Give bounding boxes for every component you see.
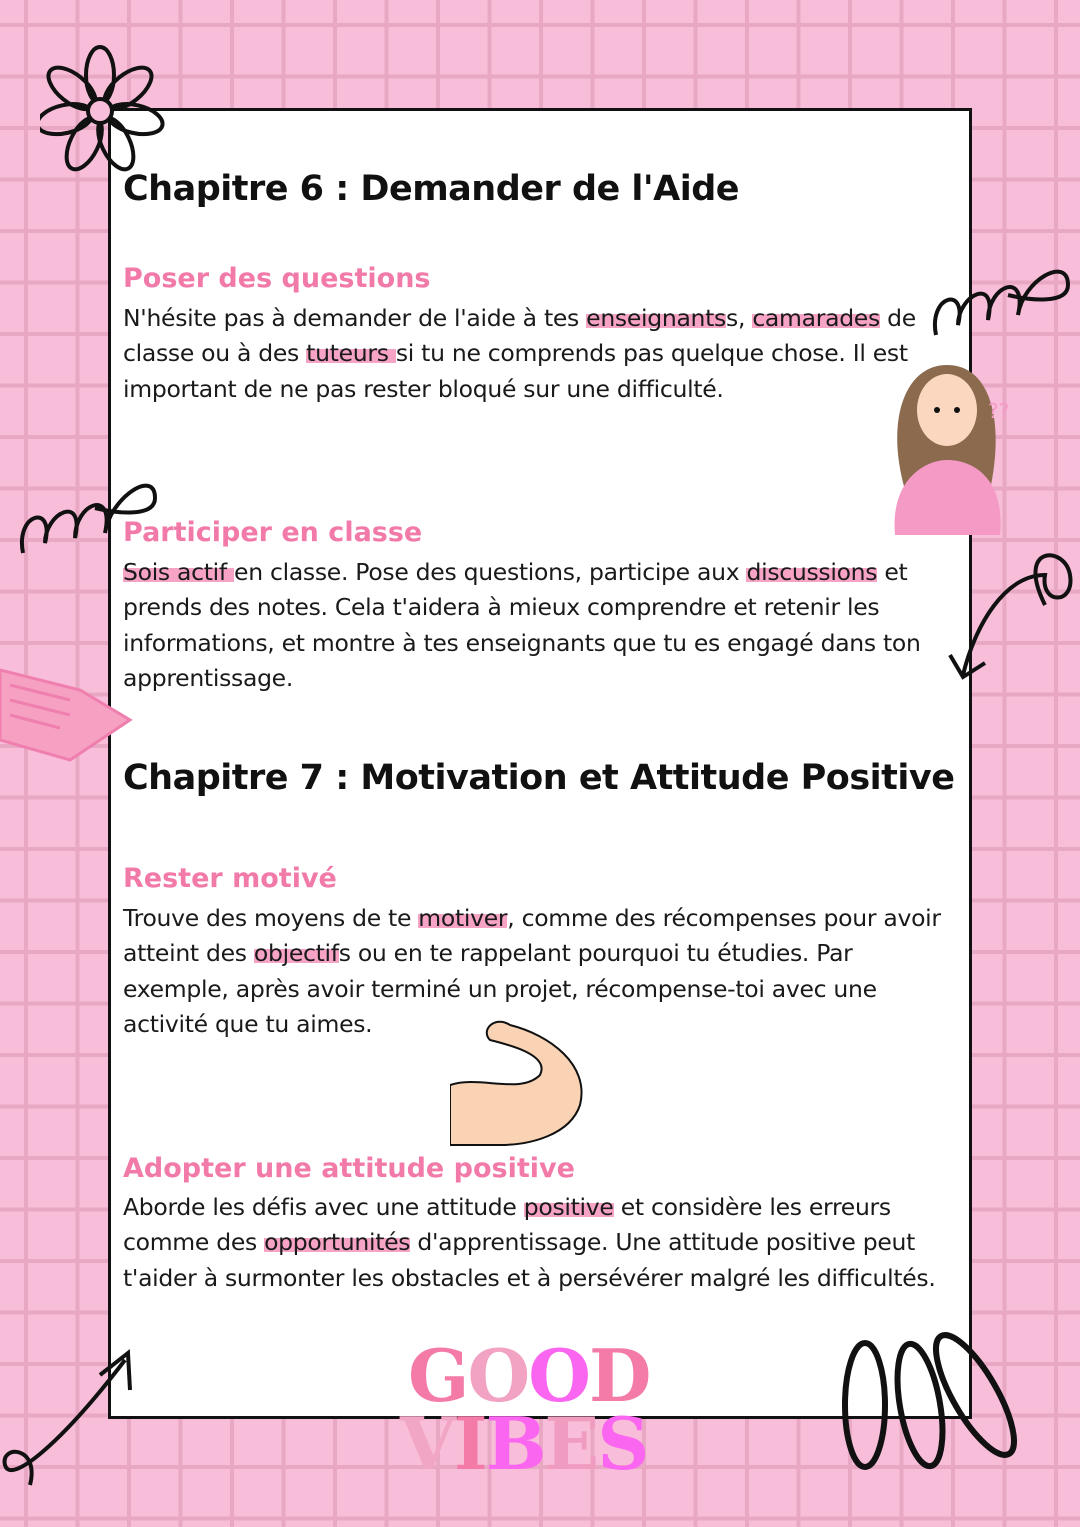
text-segment: en classe. Pose des questions, participe aux <box>234 558 747 586</box>
text-segment: Trouve des moyens de te <box>123 904 419 932</box>
highlighted-text: motiver <box>418 904 508 932</box>
loops-doodle-icon <box>835 1310 1035 1500</box>
thinking-girl-illustration <box>885 360 1010 540</box>
highlighted-text: discussions <box>746 558 878 586</box>
loop-scribble-icon <box>928 255 1078 345</box>
chapter6-title: Chapitre 6 : Demander de l'Aide <box>123 169 740 209</box>
good-vibes-logo-line2: VIBES <box>400 1401 648 1486</box>
flower-icon <box>40 38 170 178</box>
highlighted-text: Sois actif <box>123 558 235 586</box>
book-illustration <box>0 660 140 780</box>
paragraph <box>123 1190 953 1296</box>
text-segment: s, <box>726 304 753 332</box>
section-title: Adopter une attitude positive <box>123 1153 575 1184</box>
highlighted-text: positive <box>523 1193 614 1221</box>
text-segment: de classe ou à des <box>123 304 916 368</box>
chapter7-title: Chapitre 7 : Motivation et Attitude Positive <box>123 758 955 798</box>
text-segment: si tu ne comprends pas quelque chose. Il est important de ne pas rester bloqué sur une difficulté. <box>123 339 908 403</box>
highlighted-text: opportunités <box>264 1228 411 1257</box>
paragraph <box>123 555 953 696</box>
section-title: Participer en classe <box>123 517 423 548</box>
good-vibes-logo: GOOD <box>408 1333 650 1418</box>
text-segment: , comme des récompenses pour avoir atteint des <box>123 904 941 968</box>
text-segment: s ou en te rappelant pourquoi tu étudies. Par exemple, après avoir terminé un projet, récompense-toi avec une activité que tu aimes. <box>123 939 877 1038</box>
text-segment: d'apprentissage. Une attitude positive peut t'aider à surmonter les obstacles et à persévérer malgré les difficultés. <box>123 1228 936 1292</box>
section-title: Poser des questions <box>123 263 431 294</box>
text-segment: Aborde les défis avec une attitude <box>123 1193 524 1221</box>
content-card <box>108 108 972 1419</box>
highlighted-text: objectif <box>253 939 339 968</box>
text-segment: et prends des notes. Cela t'aidera à mieux comprendre et retenir les informations, et montre à tes enseignants que tu es engagé dans ton apprentissage. <box>123 558 921 692</box>
question-marks: ?? <box>988 399 1010 423</box>
highlighted-text: tuteurs <box>306 339 396 368</box>
loop-scribble-icon <box>15 458 165 563</box>
text-segment: et considère les erreurs comme des <box>123 1193 891 1257</box>
text-segment: N'hésite pas à demander de l'aide à tes <box>123 304 587 332</box>
swirl-arrow-icon <box>0 1345 140 1490</box>
highlighted-text: camarades <box>752 304 880 332</box>
highlighted-text: enseignants <box>586 304 727 332</box>
flexed-arm-illustration <box>450 1015 590 1150</box>
section-title: Rester motivé <box>123 863 337 894</box>
curved-arrow-icon <box>945 545 1075 685</box>
paragraph <box>123 301 923 407</box>
